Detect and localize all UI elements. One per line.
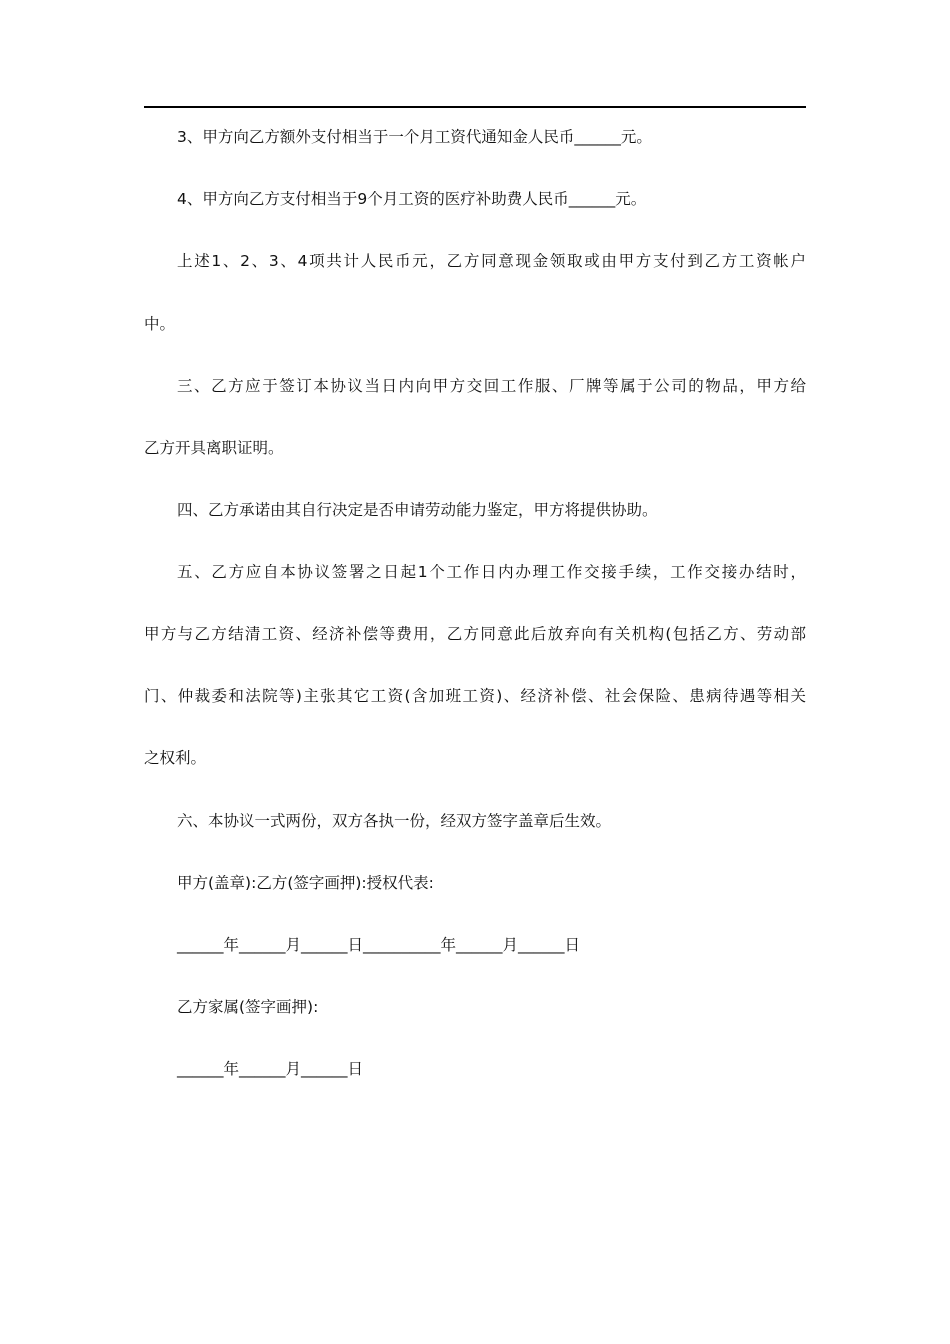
family-signature-line: 乙方家属(签字画押): [177,998,319,1016]
article-3-line-2: 乙方开具离职证明。 [144,439,284,457]
article-4-line: 四、乙方承诺由其自行决定是否申请劳动能力鉴定，甲方将提供协助。 [177,501,658,519]
family-date-line: ______年______月______日 [177,1060,364,1078]
article-3-line-1: 三、乙方应于签订本协议当日内向甲方交回工作服、厂牌等属于公司的物品，甲方给 [177,377,806,395]
clause-4-line: 4、甲方向乙方支付相当于9个月工资的医疗补助费人民币______元。 [177,190,647,208]
total-line-1: 上述1、2、3、4项共计人民币元，乙方同意现金领取或由甲方支付到乙方工资帐户 [177,252,806,270]
article-5-line-1: 五、乙方应自本协议签署之日起1个工作日内办理工作交接手续，工作交接办结时， [177,563,806,581]
article-6-line: 六、本协议一式两份，双方各执一份，经双方签字盖章后生效。 [177,812,612,830]
header-rule [144,106,806,108]
clause-3-line: 3、甲方向乙方额外支付相当于一个月工资代通知金人民币______元。 [177,128,652,146]
article-5-line-2: 甲方与乙方结清工资、经济补偿等费用，乙方同意此后放弃向有关机构(包括乙方、劳动部 [144,625,806,643]
signature-date-line: ______年______月______日__________年______月______日 [177,936,581,954]
article-5-line-4: 之权利。 [144,749,207,767]
total-line-2: 中。 [144,315,176,333]
signature-parties-line: 甲方(盖章):乙方(签字画押):授权代表: [177,874,434,892]
article-5-line-3: 门、仲裁委和法院等)主张其它工资(含加班工资)、经济补偿、社会保险、患病待遇等相关 [144,687,806,705]
